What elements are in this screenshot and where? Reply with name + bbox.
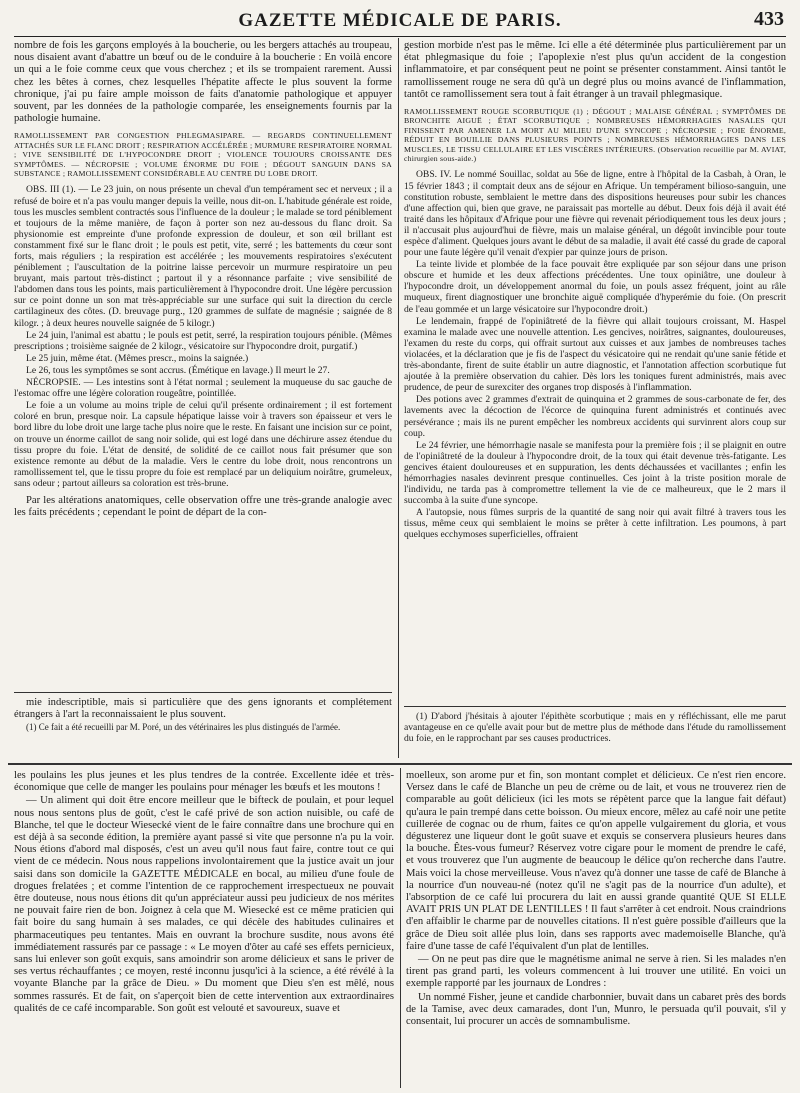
text-paragraph: Le 24 juin, l'animal est abattu ; le pouls est petit, serré, la respiration toujours pénible. (Mêmes prescriptions ; troisième saignée de 2 kilogr., vésicatoire sur l'hypocondre droit, purgatif.): [14, 329, 392, 352]
text-paragraph: Le 25 juin, même état. (Mêmes prescr., moins la saignée.): [26, 352, 249, 364]
text-paragraph: A l'autopsie, nous fûmes surpris de la quantité de sang noir qui avait filtré à travers tous les tissus, même ceux qui semblaient le moins se prêter à cette infiltration. Les poumons, à part quelques ecchymoses superficielles, offraient: [404, 507, 786, 541]
journal-title: GAZETTE MÉDICALE DE PARIS.: [238, 10, 562, 31]
footnote-block: [404, 711, 786, 757]
column-top-right: [404, 40, 786, 692]
feuilleton-paragraph: — On ne peut pas dire que le magnétisme animal ne serve à rien. Si les malades n'en tirent pas grand parti, les voleurs commencent à lui trouver une utilité. En voici un exemple rapporté par les journaux de Londres :: [406, 954, 786, 990]
necropsy-paragraph: Le foie a un volume au moins triple de celui qu'il présente ordinairement ; il est fortement coloré en brun, presque noir. La capsule hépatique laisse voir à travers son épaisseur et vers le bord libre du lobe droit une large tache plus noire que le reste. En faisant une incision sur ce point, on trouve un énorme caillot de sang noir solide, qui est logé dans une déchirure assez étendue du tissu propre du foie. L'état de densité, de solidité de ce caillot nous fait présumer que son existence remonte au début de la maladie. Vers le centre du lobe droit, nous rencontrons un ramollissement tel, que le tissu propre du foie est remplacé par un deliquium noirâtre, grumeleux, sans odeur ; partout ailleurs sa coloration est très-brune.: [14, 400, 392, 489]
continuation-block: [14, 697, 392, 755]
continuation-paragraph: mie indescriptible, mais si particulière que des gens ignorants et complétement étrangers à l'art la reconnaissaient le plus souvent.: [14, 697, 392, 721]
column-bottom-right: [406, 770, 786, 1088]
footnote-rule: [404, 706, 786, 707]
observation-summary-heading: RAMOLLISSEMENT PAR CONGESTION PHLEGMASIPARE. — REGARDS CONTINUELLEMENT ATTACHÉS SUR LE FLANC DROIT ; RESPIRATION ACCÉLÉRÉE ; MURMURE RESPIRATOIRE NORMAL ; VIVE SENSIBILITÉ DE L'HYPOCONDRE DROIT ; VIOLENCE TOUJOURS CROISSANTE DES SYMPTÔMES. — NÉCROPSIE ; VOLUME ÉNORME DU FOIE ; DÉGOUT SANGUIN DANS SA SUBSTANCE ; RAMOLLISSEMENT CONSIDÉRABLE AU CENTRE DU LOBE DROIT.: [14, 131, 392, 179]
text-paragraph: Le 24 février, une hémorrhagie nasale se manifesta pour la première fois ; il se plaignit en outre de l'opiniâtreté de la douleur à l'hypocondre droit, de la toux qui était devenue très-fatigante. Les gencives étaient douloureuses et en suppuration, les dents déchaussées et vacillantes ; enfin les hémorrhagies nasales devinrent presque continuelles. Ces joint à la triste position morale de l'individu, ne tarda pas à compromettre tellement la vie de ce malheureux, que le 2 mars il succomba à la suite d'une syncope.: [404, 439, 786, 507]
necropsy-paragraph: NÉCROPSIE. — Les intestins sont à l'état normal ; seulement la muqueuse du sac gauche de l'estomac offre une légère coloration rougeâtre, pointillée.: [14, 377, 392, 400]
conclusion-paragraph: Par les altérations anatomiques, celle observation offre une très-grande analogie avec les faits précédents ; cependant le point de départ de la con-: [14, 494, 392, 519]
feuilleton-paragraph: Un nommé Fisher, jeune et candide charbonnier, buvait dans un cabaret près des bords de la Tamise, avec deux camarades, dont l'un, Munro, le persuada qu'il pouvait, s'il y consentait, lui procurer un accès de somnambulisme.: [406, 991, 786, 1028]
column-top-left: [14, 40, 392, 678]
page-header: [14, 6, 786, 37]
text-paragraph: Des potions avec 2 grammes d'extrait de quinquina et 2 grammes de sous-carbonate de fer, des lavements avec la décoction de l'écorce de quinquina furent administrés et continués avec persévérance ; mais ils ne purent empêcher les nombreux accidents qui survinrent alors coup sur coup.: [404, 394, 786, 439]
observation-paragraph: OBS. IV. Le nommé Souillac, soldat au 56e de ligne, entre à l'hôpital de la Casbah, à Oran, le 15 février 1843 ; il comptait deux ans de séjour en Afrique. Un tempérament bilioso-sanguin, une constitution robuste, semblaient le mettre dans des dispositions heureuses pour subir les chances d'une affection qui, bien que grave, ne paraissait pas mortelle au début. Deux fois déjà il avait été traité dans les hôpitaux d'Afrique pour une fièvre qui revenait périodiquement tous les deux jours ; il n'accusait plus aujourd'hui de fièvre, mais un malaise général, un dégoût invincible pour toute espèce d'aliment. Quelques jours avant le début de sa maladie, il avait été cassé du grade de caporal pour une faute légère qu'il venait d'expier par quinze jours de prison.: [404, 169, 786, 259]
page-number: 433: [754, 8, 784, 30]
column-divider-bottom: [400, 768, 401, 1088]
feuilleton-paragraph: les poulains les plus jeunes et les plus tendres de la contrée. Excellente idée et très-économique que celle de manger les poulains pour ménager les bœufs et les moutons !: [14, 770, 394, 794]
footnote: (1) Ce fait a été recueilli par M. Poré, un des vétérinaires les plus distingués de l'armée.: [26, 722, 341, 733]
column-footer-rule: [14, 692, 392, 693]
intro-paragraph: gestion morbide n'est pas le même. Ici elle a été déterminée plus particulièrement par un état phlegmasique du foie ; l'apoplexie n'est plus qu'un accident de la congestion inflammatoire, et par conséquent peut ne point se présenter constamment. Ainsi tantôt le ramollissement rouge ne sera dû qu'à un degré plus ou moins avancé de l'inflammation, tantôt ce ramollissement sera tout à fait étranger à un travail phlegmasique.: [404, 40, 786, 100]
observation-summary-heading: RAMOLLISSEMENT ROUGE SCORBUTIQUE (1) ; DÉGOUT ; MALAISE GÉNÉRAL ; SYMPTÔMES DE BRONCHITE AIGUË ; ÉTAT SCORBUTIQUE ; NOMBREUSES HÉMORRHAGIES NASALES QUI FINISSENT PAR AMENER LA MORT AU MILIEU D'UNE SYNCOPE ; NÉCROPSIE ; FOIE ÉNORME, RÉDUIT EN BOUILLIE DANS PLUSIEURS POINTS ; NOMBREUSES HÉMORRHAGIES DANS LES MUSCLES, LE TISSU CELLULAIRE ET LES VISCÈRES INTÉRIEURS. (Observation recueillie par M. AVIAT, chirurgien sous-aide.): [404, 107, 786, 164]
footnote: (1) D'abord j'hésitais à ajouter l'épithète scorbutique ; mais en y réfléchissant, elle me parut avantageuse en ce qu'elle avait pour but de mettre plus de méthode dans l'étude du ramollissement du foie, en le rapprochant par ses causes productrices.: [404, 711, 786, 745]
text-paragraph: Le 26, tous les symptômes se sont accrus. (Émétique en lavage.) Il meurt le 27.: [26, 364, 330, 376]
text-paragraph: La teinte livide et plombée de la face pouvait être expliquée par son séjour dans une prison obscure et humide et les deux affections précédentes. Une toux opiniâtre, une douleur à l'hypocondre droit, un développement anormal du foie, un pouls assez fréquent, joint au râle muqueux, firent diagnostiquer une bronchite aiguë compliquée d'hyperémie du foie. (On prescrit de l'eau gommée et un large vésicatoire sur l'hypocondre droit.): [404, 259, 786, 315]
observation-paragraph: OBS. III (1). — Le 23 juin, on nous présente un cheval d'un tempérament sec et nerveux ; il a refusé de boire et n'a pas voulu manger depuis la veille, nous dit-on. L'habitude générale est roide, tous les muscles semblent contractés sous l'influence de la douleur ; le malade se tord péniblement et toujours de la même manière, de façon à porter son nez au-dessous du flanc droit. Sa physionomie est empreinte d'une profonde expression de douleur, et son œil brillant est constamment fixé sur le flanc droit ; le pouls est petit, vite, serré ; les battements du cœur sont forts, mais réguliers ; la respiration est accélérée ; les mouvements respiratoires s'exécutent péniblement ; l'auscultation de la poitrine laisse percevoir un murmure respiratoire un peu bruyant, mais partout très-distinct ; partout il y a résonnance parfaite ; vive sensibilité de l'abdomen dans tous les points, mais particulièrement à l'hypocondre droit. Une légère percussion sur ce point donne un son mat très-appréciable sur une surface qui suit la direction du cercle cartilagineux des côtes. (D. breuvage purg., 120 grammes de sulfate de magnésie ; saignée de 8 kilogr. ; à deux heures nouvelle saignée de 5 kilogr.): [14, 184, 392, 329]
feuilleton-paragraph: — Un aliment qui doit être encore meilleur que le bifteck de poulain, et pour lequel nous nous sentons plus de goût, c'est le café privé de son action nuisible, ou café de Blanche, tel que le docteur Wiesecké vient de le faire connaître dans une brochure qui en est déjà à sa seconde édition, la première ayant passé si vite que personne n'a pu la voir. Nous étions d'abord mal disposés, c'est un aveu qu'il nous faut faire, contre tout ce qui vient de ce médecin. Nous nous rappelions involontairement que la justice avait un jour saisi dans son domicile la GAZETTE MÉDICALE en bocal, au milieu d'une foule de drogues frelatées ; et comme l'intention de ce rapprochement irrespectueux ne pouvait être douteuse, nous nous étions dit qu'un appréciateur aussi peu judicieux de nos mérites ne pouvait faire rien de bon. Joignez à cela que M. Wiesecké est ce même praticien qui fait boire du sang humain à ses malades, ce qui décèle des habitudes culinaires et pharmaceutiques peu tentantes. Mais en ouvrant la brochure susdite, nous avons été immédiatement rassurés par ce passage : « Le moyen d'ôter au café ses effets pernicieux, sans lui enlever son goût exquis, sans amoindrir son arome délicieux et sans le priver de ses vertus réchauffantes ; ce moyen, resté inconnu jusqu'ici à la science, a été révélé à la voyante Blanche par la grâce de Dieu. » Du moment que Dieu s'en est mêlé, nous sommes rassurés. Et de fait, on s'aperçoit bien de cette intervention aux extraordinaires qualités de ce café incomparable. Son goût est velouté et savoureux, suave et: [14, 795, 394, 1014]
text-paragraph: Le lendemain, frappé de l'opiniâtreté de la fièvre qui allait toujours croissant, M. Haspel examina le malade avec une nouvelle attention. Les gencives, noirâtres, saignantes, douloureuses, l'examen du reste du corps, qui offrait surtout aux cuisses et aux jambes de nombreuses taches violacées, et la déclaration que je fis de l'aspect du vésicatoire qui ne rendait qu'une sanie fétide et très-abondante, firent de suite établir un autre diagnostic, et l'annotation affection scorbutique fut ajoutée à la première observation du cahier. Dès lors les toniques furent administrés, mais avec prudence, de peur de surexciter des organes trop disposés à l'inflammation.: [404, 315, 786, 394]
section-divider: [8, 763, 792, 765]
intro-paragraph: nombre de fois les garçons employés à la boucherie, ou les bergers attachés au troupeau, nous disaient avant d'abattre un bœuf ou de le conduire à la boucherie : En voilà encore un qui a le foie comme ceux que vous cherchez ; et ils se trompaient rarement. Aussi chez les bêtes à cornes, chez lesquelles l'hépatite affecte le plus souvent la forme chronique, j'ai pu faire ample moisson de faits d'anatomie pathologique et appuyer souvent, par les données de la pathologie comparée, les enseignements fournis par la pathologie humaine.: [14, 40, 392, 125]
column-bottom-left: [14, 770, 394, 1088]
feuilleton-paragraph: moelleux, son arome pur et fin, son montant complet et délicieux. Ce n'est rien encore. Versez dans le café de Blanche un peu de crème ou de lait, et vous ne trouverez rien de comparable au goût délicieux (ici les mots se répètent parce que la langue fait défaut) qu'aura le pain trempé dans cette boisson. Ou mieux encore, mêlez au café noir une petite cuillerée de cognac ou de rhum, faites ce qu'on appelle vulgairement du gloria, et vous dégusterez une liqueur dont le goût suave et exquis se conservera plusieurs heures dans la bouche. Êtes-vous fumeur? Réservez votre cigare pour le moment de prendre le café, et vous trouverez que l'un augmente de beaucoup le délice qu'on recherche dans l'autre. Mais voici la chose merveilleuse. Vous n'avez qu'à donner une tasse de café de Blanche à la nourrice d'un nouveau-né (notez qu'il ne s'agit pas de la nourrice d'un adulte), et l'absorption de ce café lui procurera du lait en aussi grande quantité QUE SI ELLE AVAIT PRIS UN PLAT DE LENTILLES ! Il faut s'arrêter à cet endroit. Nous craindrions d'en affaiblir le charme par de nouvelles citations. Il n'est guère possible d'ailleurs que la grâce de Dieu soit allée plus loin, dans ses rapports avec mademoiselle Blanche, qu'à faire d'une tasse de café l'équivalent d'un plat de lentilles.: [406, 770, 786, 952]
column-divider-top: [398, 38, 399, 758]
